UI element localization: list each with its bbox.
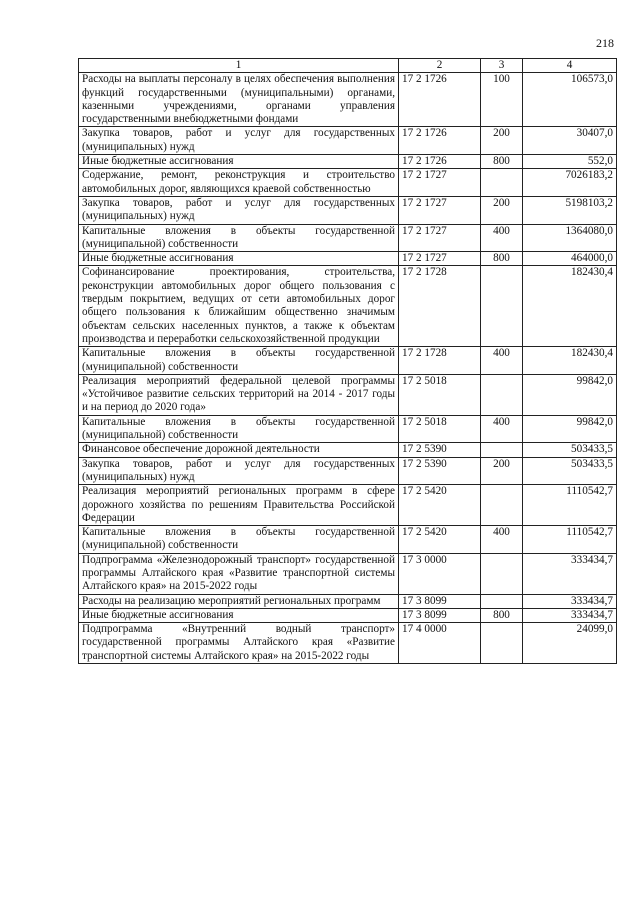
row-code-cell: 17 2 5420: [399, 485, 481, 526]
row-expense-type-cell: [481, 266, 523, 347]
row-code-cell: 17 2 1727: [399, 252, 481, 266]
row-name-cell: Расходы на выплаты персоналу в целях обеспечения выполнения функций государственными (муниципальными) органами, казенными учреждениями, органами управления государственными внебюджетными фондами: [79, 73, 399, 127]
row-expense-type-cell: [481, 374, 523, 415]
row-name-cell: Капитальные вложения в объекты государственной (муниципальной) собственности: [79, 224, 399, 252]
row-code-cell: 17 2 1726: [399, 73, 481, 127]
row-code-cell: 17 2 1726: [399, 155, 481, 169]
row-name-cell: Капитальные вложения в объекты государственной (муниципальной) собственности: [79, 526, 399, 554]
table-row: [79, 252, 617, 266]
table-row: [79, 73, 617, 127]
row-amount-cell: 464000,0: [523, 252, 617, 266]
row-code-cell: 17 2 1728: [399, 266, 481, 347]
table-row: [79, 443, 617, 457]
row-code-cell: 17 2 5390: [399, 457, 481, 485]
row-expense-type-cell: 800: [481, 608, 523, 622]
table-row: [79, 155, 617, 169]
row-expense-type-cell: [481, 623, 523, 664]
table-row: [79, 415, 617, 443]
table-row: [79, 485, 617, 526]
row-expense-type-cell: 200: [481, 196, 523, 224]
row-expense-type-cell: 800: [481, 252, 523, 266]
row-amount-cell: 503433,5: [523, 457, 617, 485]
row-name-cell: Реализация мероприятий региональных программ в сфере дорожного хозяйства по решениям Правительства Российской Федерации: [79, 485, 399, 526]
budget-table: [78, 58, 617, 664]
table-row: [79, 623, 617, 664]
row-name-cell: Капитальные вложения в объекты государственной (муниципальной) собственности: [79, 415, 399, 443]
row-amount-cell: 99842,0: [523, 374, 617, 415]
column-header-code: 2: [399, 59, 481, 73]
column-header-name: 1: [79, 59, 399, 73]
row-expense-type-cell: 400: [481, 224, 523, 252]
row-name-cell: Финансовое обеспечение дорожной деятельности: [79, 443, 399, 457]
row-code-cell: 17 2 1728: [399, 347, 481, 375]
table-header-row: [79, 59, 617, 73]
row-name-cell: Иные бюджетные ассигнования: [79, 155, 399, 169]
row-expense-type-cell: 400: [481, 347, 523, 375]
table-row: [79, 526, 617, 554]
column-header-amount: 4: [523, 59, 617, 73]
row-expense-type-cell: 200: [481, 457, 523, 485]
row-name-cell: Реализация мероприятий федеральной целевой программы «Устойчивое развитие сельских территорий на 2014 - 2017 годы и на период до 2020 года»: [79, 374, 399, 415]
row-name-cell: Капитальные вложения в объекты государственной (муниципальной) собственности: [79, 347, 399, 375]
table-row: [79, 457, 617, 485]
row-code-cell: 17 2 1727: [399, 169, 481, 197]
table-row: [79, 224, 617, 252]
table-body: [79, 73, 617, 664]
table-row: [79, 553, 617, 594]
row-code-cell: 17 2 1726: [399, 127, 481, 155]
row-amount-cell: 99842,0: [523, 415, 617, 443]
row-code-cell: 17 2 5018: [399, 374, 481, 415]
row-name-cell: Расходы на реализацию мероприятий региональных программ: [79, 594, 399, 608]
row-amount-cell: 1364080,0: [523, 224, 617, 252]
row-expense-type-cell: 400: [481, 526, 523, 554]
row-expense-type-cell: 400: [481, 415, 523, 443]
row-expense-type-cell: 100: [481, 73, 523, 127]
table-row: [79, 608, 617, 622]
table-row: [79, 266, 617, 347]
table-row: [79, 347, 617, 375]
row-code-cell: 17 2 5420: [399, 526, 481, 554]
table-row: [79, 594, 617, 608]
row-amount-cell: 1110542,7: [523, 526, 617, 554]
row-name-cell: Закупка товаров, работ и услуг для государственных (муниципальных) нужд: [79, 196, 399, 224]
row-expense-type-cell: [481, 443, 523, 457]
row-code-cell: 17 2 1727: [399, 196, 481, 224]
row-name-cell: Иные бюджетные ассигнования: [79, 252, 399, 266]
row-amount-cell: 503433,5: [523, 443, 617, 457]
column-header-expense-type: 3: [481, 59, 523, 73]
row-expense-type-cell: 800: [481, 155, 523, 169]
row-name-cell: Иные бюджетные ассигнования: [79, 608, 399, 622]
row-code-cell: 17 2 5018: [399, 415, 481, 443]
row-expense-type-cell: [481, 553, 523, 594]
row-amount-cell: 552,0: [523, 155, 617, 169]
row-expense-type-cell: 200: [481, 127, 523, 155]
row-amount-cell: 30407,0: [523, 127, 617, 155]
row-expense-type-cell: [481, 169, 523, 197]
row-expense-type-cell: [481, 594, 523, 608]
row-code-cell: 17 4 0000: [399, 623, 481, 664]
row-code-cell: 17 3 0000: [399, 553, 481, 594]
row-amount-cell: 24099,0: [523, 623, 617, 664]
row-amount-cell: 333434,7: [523, 553, 617, 594]
table-row: [79, 169, 617, 197]
row-amount-cell: 106573,0: [523, 73, 617, 127]
row-amount-cell: 5198103,2: [523, 196, 617, 224]
row-name-cell: Подпрограмма «Железнодорожный транспорт» государственной программы Алтайского края «Развитие транспортной системы Алтайского края» на 2015-2022 годы: [79, 553, 399, 594]
row-expense-type-cell: [481, 485, 523, 526]
row-amount-cell: 333434,7: [523, 594, 617, 608]
row-code-cell: 17 3 8099: [399, 608, 481, 622]
row-name-cell: Софинансирование проектирования, строительства, реконструкции автомобильных дорог общего пользования с твердым покрытием, ведущих от сети автомобильных дорог общего пользования к ближайшим общественно значимым объектам сельских населенных пунктов, а также к объектам производства и переработки сельскохозяйственной продукции: [79, 266, 399, 347]
row-amount-cell: 333434,7: [523, 608, 617, 622]
page-number: 218: [596, 36, 614, 50]
table-row: [79, 127, 617, 155]
row-amount-cell: 7026183,2: [523, 169, 617, 197]
row-amount-cell: 182430,4: [523, 347, 617, 375]
row-name-cell: Закупка товаров, работ и услуг для государственных (муниципальных) нужд: [79, 457, 399, 485]
table-row: [79, 374, 617, 415]
row-amount-cell: 182430,4: [523, 266, 617, 347]
row-name-cell: Подпрограмма «Внутренний водный транспорт» государственной программы Алтайского края «Развитие транспортной системы Алтайского края» на 2015-2022 годы: [79, 623, 399, 664]
row-code-cell: 17 3 8099: [399, 594, 481, 608]
row-code-cell: 17 2 5390: [399, 443, 481, 457]
row-amount-cell: 1110542,7: [523, 485, 617, 526]
row-code-cell: 17 2 1727: [399, 224, 481, 252]
row-name-cell: Содержание, ремонт, реконструкция и строительство автомобильных дорог, являющихся краевой собственностью: [79, 169, 399, 197]
table-row: [79, 196, 617, 224]
row-name-cell: Закупка товаров, работ и услуг для государственных (муниципальных) нужд: [79, 127, 399, 155]
